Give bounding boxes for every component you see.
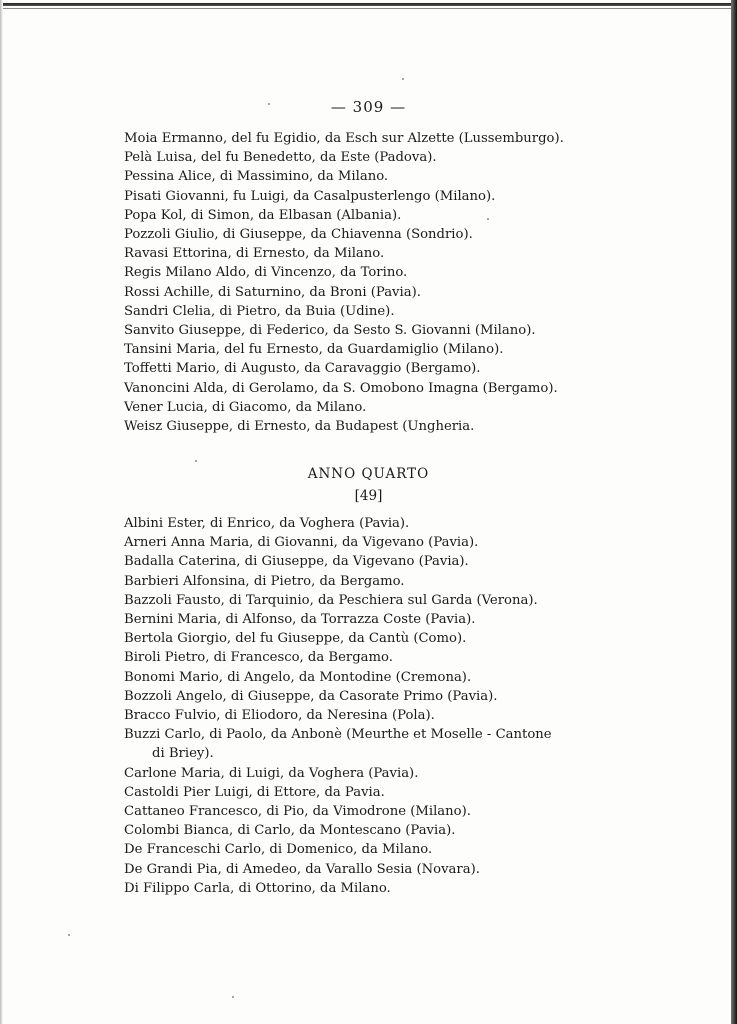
list-item: Bonomi Mario, di Angelo, da Montodine (Cremona). bbox=[124, 669, 472, 685]
section-heading: ANNO QUARTO bbox=[307, 466, 430, 482]
list-item-continuation bbox=[124, 744, 564, 763]
list-item: Regis Milano Aldo, di Vincenzo, da Torino. bbox=[124, 265, 408, 281]
list-item: Popa Kol, di Simon, da Elbasan (Albania). bbox=[124, 207, 402, 223]
list-item: Pozzoli Giulio, di Giuseppe, da Chiavenna (Sondrio). bbox=[124, 227, 473, 243]
scan-left-edge bbox=[0, 0, 3, 1024]
list-item: Weisz Giuseppe, di Ernesto, da Budapest (Ungheria. bbox=[124, 419, 475, 435]
scan-top-rule-thin bbox=[0, 8, 737, 9]
list-item: Carlone Maria, di Luigi, da Voghera (Pavia). bbox=[124, 765, 419, 781]
list-item: Rossi Achille, di Saturnino, da Broni (Pavia). bbox=[124, 284, 421, 300]
list-item: Ravasi Ettorina, di Ernesto, da Milano. bbox=[124, 246, 385, 262]
list-item: Bozzoli Angelo, di Giuseppe, da Casorate Primo (Pavia). bbox=[124, 688, 498, 704]
list-item: Barbieri Alfonsina, di Pietro, da Bergamo. bbox=[124, 573, 405, 589]
list-item: Biroli Pietro, di Francesco, da Bergamo. bbox=[124, 650, 393, 666]
scan-speck bbox=[195, 460, 197, 462]
scan-right-edge bbox=[731, 0, 737, 1024]
list-item: Toffetti Mario, di Augusto, da Caravaggio (Bergamo). bbox=[124, 361, 481, 377]
list-item: Castoldi Pier Luigi, di Ettore, da Pavia. bbox=[124, 784, 385, 800]
list-item: De Grandi Pia, di Amedeo, da Varallo Sesia (Novara). bbox=[124, 861, 480, 877]
list-item: De Franceschi Carlo, di Domenico, da Milano. bbox=[124, 842, 433, 858]
list-item: Arneri Anna Maria, di Giovanni, da Vigevano (Pavia). bbox=[124, 535, 479, 551]
list-item: Badalla Caterina, di Giuseppe, da Vigevano (Pavia). bbox=[124, 554, 469, 570]
student-list-anno-quarto bbox=[124, 514, 564, 898]
list-item: Bazzoli Fausto, di Tarquinio, da Peschiera sul Garda (Verona). bbox=[124, 592, 538, 608]
list-item: Pessina Alice, di Massimino, da Milano. bbox=[124, 169, 389, 185]
scan-top-rule bbox=[0, 3, 737, 6]
continuation-text: di Briey). bbox=[152, 746, 214, 762]
scan-speck bbox=[68, 934, 70, 936]
list-item: Di Filippo Carla, di Ottorino, da Milano. bbox=[124, 880, 391, 896]
list-item: Colombi Bianca, di Carlo, da Montescano (Pavia). bbox=[124, 823, 456, 839]
page-number: — 309 — bbox=[330, 98, 407, 116]
list-item: Vanoncini Alda, di Gerolamo, da S. Omobono Imagna (Bergamo). bbox=[124, 380, 558, 396]
list-item: Moia Ermanno, del fu Egidio, da Esch sur Alzette (Lussemburgo). bbox=[124, 131, 564, 146]
list-item: Albini Ester, di Enrico, da Voghera (Pavia). bbox=[124, 516, 410, 531]
list-item: Pelà Luisa, del fu Benedetto, da Este (Padova). bbox=[124, 150, 437, 166]
scan-speck bbox=[402, 78, 404, 80]
list-item: Vener Lucia, di Giacomo, da Milano. bbox=[124, 399, 367, 415]
list-item: Bracco Fulvio, di Eliodoro, da Neresina (Pola). bbox=[124, 708, 435, 724]
scan-speck bbox=[232, 996, 234, 998]
list-item: Tansini Maria, del fu Ernesto, da Guardamiglio (Milano). bbox=[124, 342, 504, 358]
student-list-previous-year bbox=[124, 129, 564, 436]
list-item: Cattaneo Francesco, di Pio, da Vimodrone (Milano). bbox=[124, 804, 471, 820]
list-item: Sanvito Giuseppe, di Federico, da Sesto S. Giovanni (Milano). bbox=[124, 323, 536, 339]
list-item: Buzzi Carlo, di Paolo, da Anbonè (Meurthe et Moselle - Cantone bbox=[124, 727, 552, 743]
list-item: Bernini Maria, di Alfonso, da Torrazza Coste (Pavia). bbox=[124, 612, 476, 628]
list-item: Bertola Giorgio, del fu Giuseppe, da Cantù (Como). bbox=[124, 631, 467, 647]
list-item: Sandri Clelia, di Pietro, da Buia (Udine). bbox=[124, 303, 395, 319]
list-item: Pisati Giovanni, fu Luigi, da Casalpusterlengo (Milano). bbox=[124, 188, 496, 204]
section-count: [49] bbox=[354, 488, 383, 504]
